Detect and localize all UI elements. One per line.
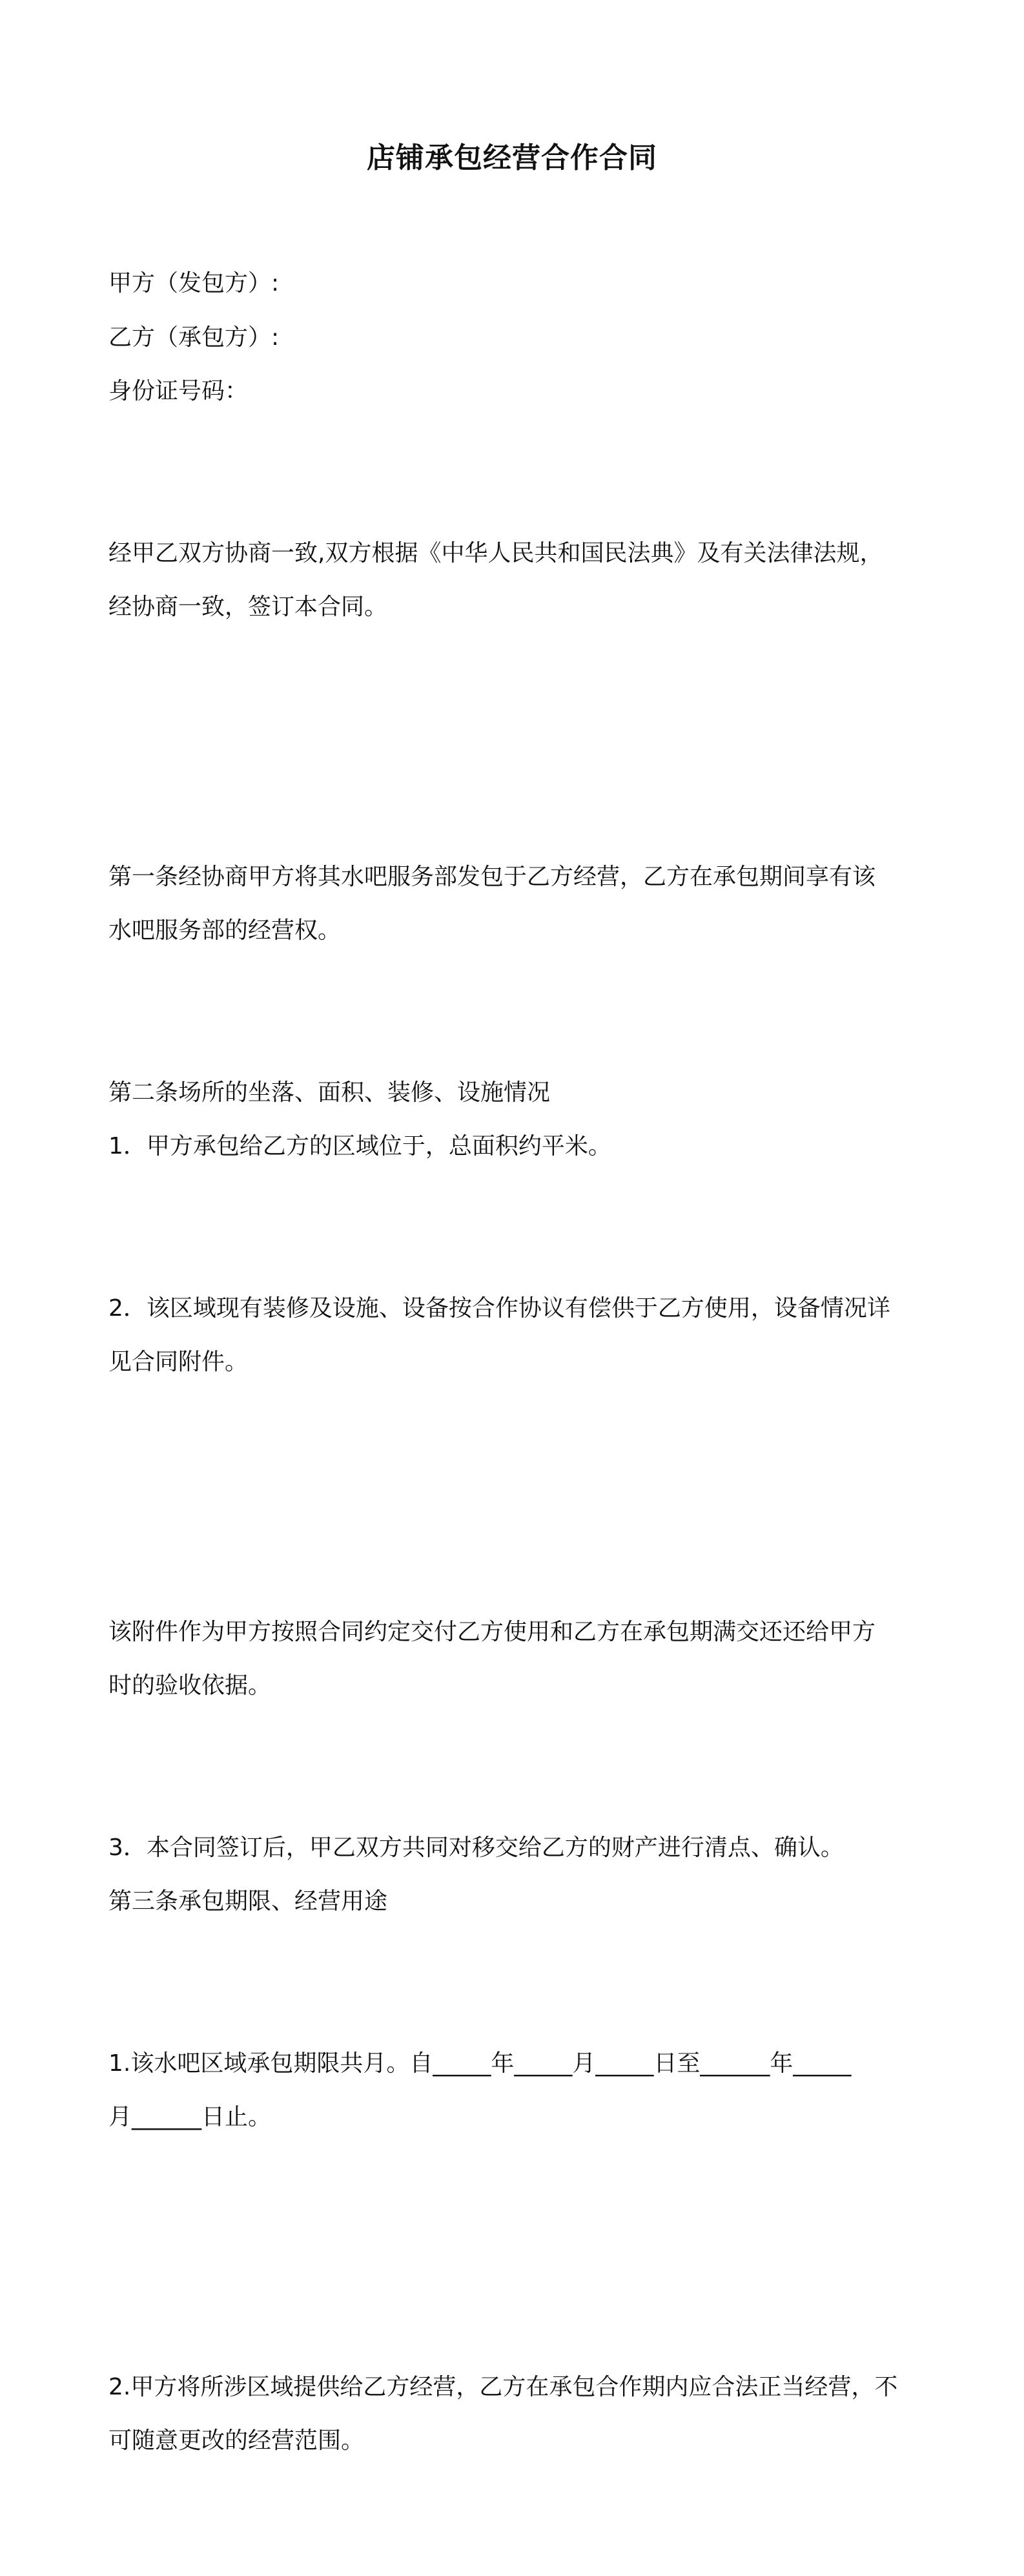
text-line: 第三条承包期限、经营用途 bbox=[108, 1888, 388, 1915]
article-2-item-2 bbox=[108, 1174, 919, 1497]
text-line: 第一条经协商甲方将其水吧服务部发包于乙方经营，乙方在承包期间享有该 bbox=[108, 863, 876, 890]
text-line: 见合同附件。 bbox=[108, 1349, 249, 1375]
article-2-item-1 bbox=[108, 1119, 919, 1174]
text-line: 经协商一致，签订本合同。 bbox=[108, 594, 388, 620]
text-line: 2.甲方将所涉区域提供给乙方经营，乙方在承包合作期内应合法正当经营，不 bbox=[108, 2373, 898, 2400]
text-line: 3．本合同签订后，甲乙双方共同对移交给乙方的财产进行清点、确认。 bbox=[108, 1834, 844, 1861]
preamble-paragraph bbox=[108, 419, 919, 742]
text-line: 水吧服务部的经营权。 bbox=[108, 917, 342, 944]
text-line: 身份证号码： bbox=[108, 378, 249, 404]
text-line: 经甲乙双方协商一致,双方根据《中华人民共和国民法典》及有关法律法规， bbox=[108, 539, 883, 566]
party-b-line bbox=[108, 311, 919, 365]
text-line: 该附件作为甲方按照合同约定交付乙方使用和乙方在承包期满交还还给甲方 bbox=[108, 1618, 876, 1645]
document-body bbox=[108, 256, 919, 2576]
text-line: 时的验收依据。 bbox=[108, 1672, 272, 1699]
article-3-heading bbox=[108, 1875, 919, 1929]
annex-paragraph bbox=[108, 1497, 919, 1821]
party-a-line bbox=[108, 256, 919, 311]
article-3-item-1 bbox=[108, 1929, 919, 2252]
text-line: 甲方（发包方）: bbox=[108, 270, 280, 296]
article-1-paragraph bbox=[108, 742, 919, 1066]
text-line: 1.该水吧区域承包期限共月。自_____年_____月_____日至______年_____ bbox=[108, 2050, 852, 2077]
text-line: 月______日止。 bbox=[108, 2104, 272, 2130]
article-2-heading bbox=[108, 1066, 919, 1120]
text-line: 乙方（承包方）: bbox=[108, 324, 280, 351]
text-line: 可随意更改的经营范围。 bbox=[108, 2427, 365, 2454]
text-line: 第二条场所的坐落、面积、装修、设施情况 bbox=[108, 1079, 551, 1106]
article-2-item-3 bbox=[108, 1821, 919, 1875]
document-title: 店铺承包经营合作合同 bbox=[367, 141, 657, 174]
id-number-line bbox=[108, 364, 919, 419]
article-3-item-2 bbox=[108, 2252, 919, 2576]
text-line: 2．该区域现有装修及设施、设备按合作协议有偿供于乙方使用，设备情况详 bbox=[108, 1294, 890, 1322]
text-line: 1．甲方承包给乙方的区域位于，总面积约平米。 bbox=[108, 1133, 611, 1159]
